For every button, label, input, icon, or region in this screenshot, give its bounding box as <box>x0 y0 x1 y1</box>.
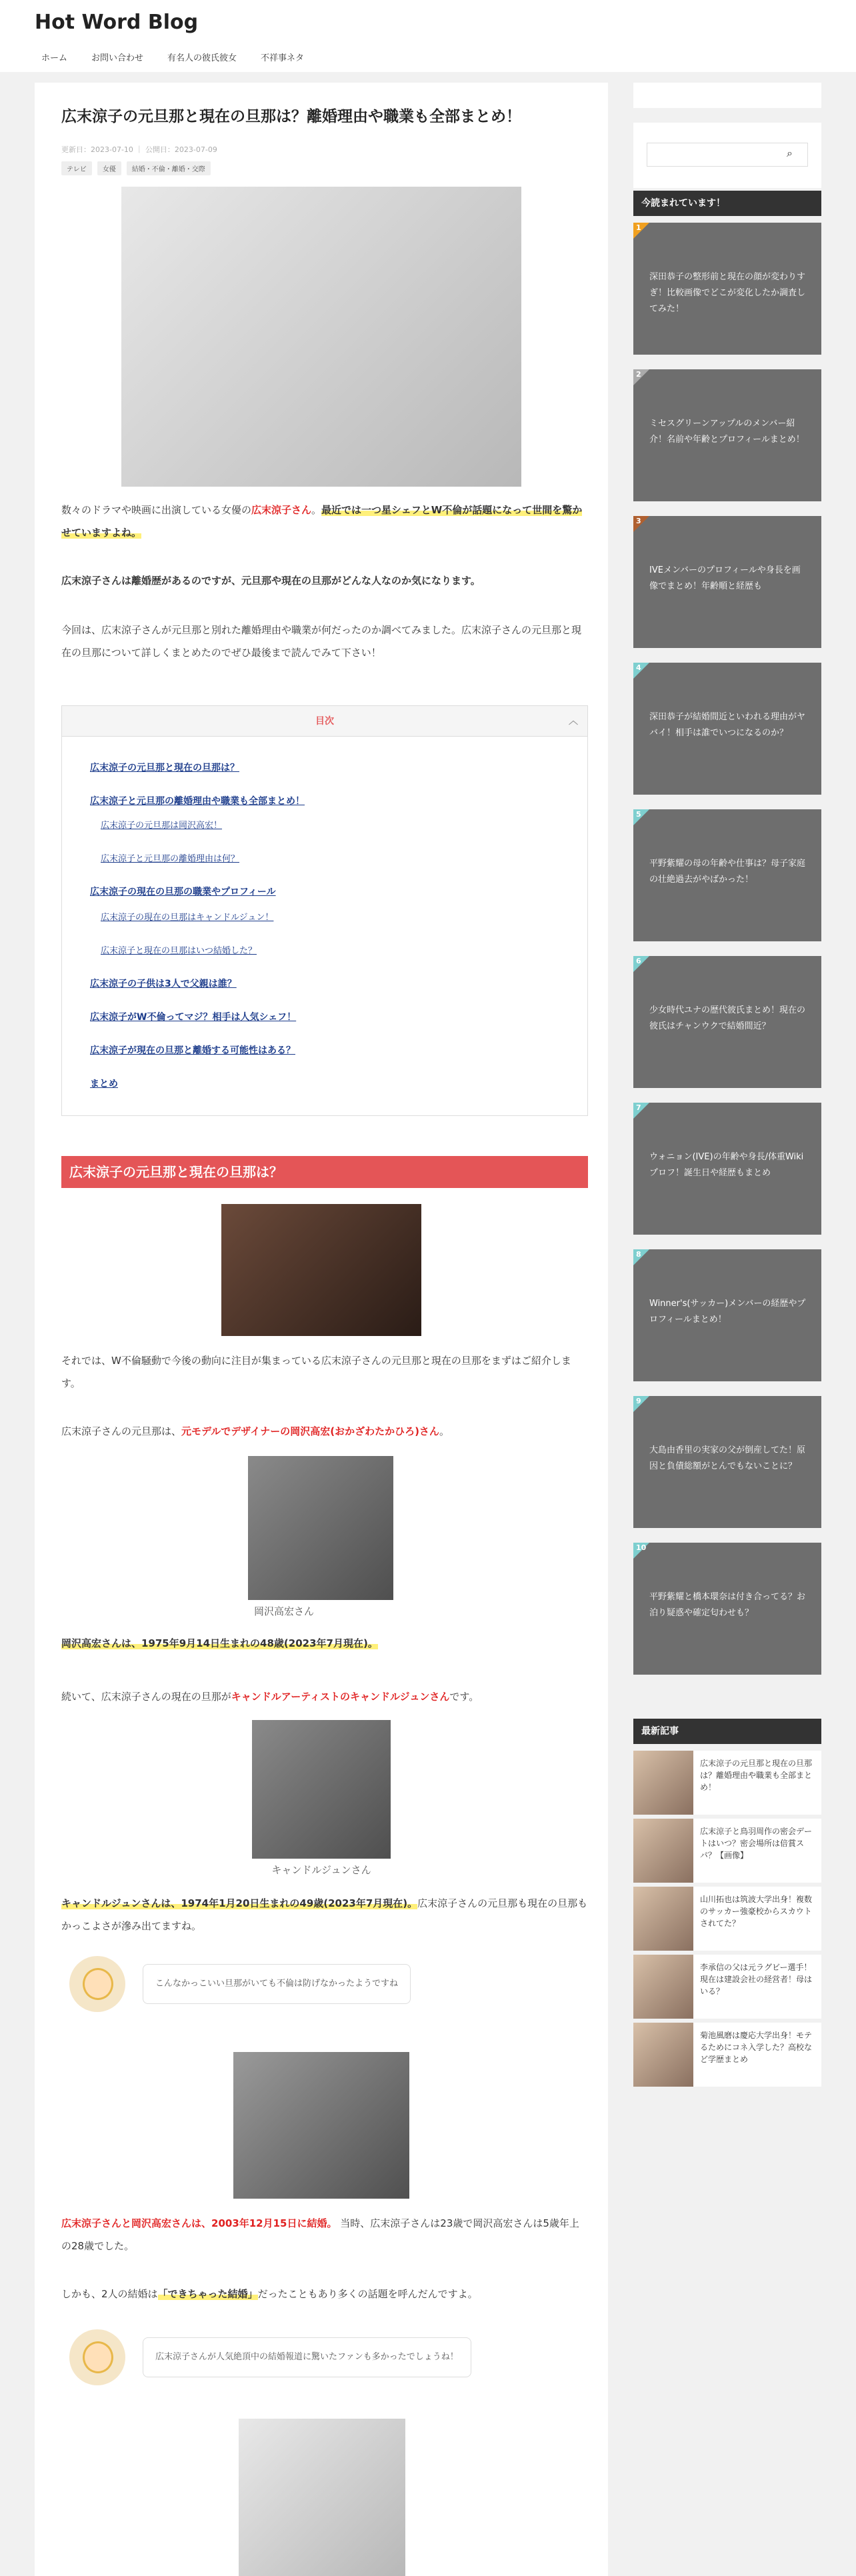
global-nav <box>29 48 316 66</box>
recent-article[interactable] <box>633 1819 821 1883</box>
ranking-number: 3 <box>636 517 641 525</box>
ranking-number: 10 <box>636 1543 647 1552</box>
image-caption: キャンドルジュンさん <box>271 1864 371 1876</box>
ranking-item[interactable] <box>633 516 821 648</box>
ranking-title[interactable]: IVEメンバーのプロフィールや身長を画像でまとめ！年齢順と経歴も <box>649 565 801 591</box>
ranking-number: 7 <box>636 1103 641 1112</box>
tag-marriage[interactable]: 結婚・不倫・離婚・交際 <box>127 161 211 175</box>
intro-paragraph-3: 今回は、広末涼子さんが元旦那と別れた離婚理由や職業が何だったのか調べてみました。広末涼子さんの元旦那と現在の旦那について詳しくまとめたのでぜひ最後まで読んでみて下さい！ <box>61 624 582 659</box>
toc-item[interactable]: 広末涼子と元旦那の離婚理由は何？ <box>101 854 240 864</box>
tag-actress[interactable]: 女優 <box>97 161 121 175</box>
recent-title: 最新記事 <box>633 1719 821 1744</box>
ranking-number: 6 <box>636 957 641 965</box>
article-tags <box>61 161 211 175</box>
recent-thumbnail[interactable] <box>633 1819 693 1883</box>
ranking-number: 9 <box>636 1397 641 1405</box>
paragraph: キャンドルジュンさんは、1974年1月20日生まれの49歳(2023年7月現在)。広末涼子さんの元旦那も現在の旦那もかっこよさが滲み出てますね。 <box>61 1897 588 1932</box>
ranking-number: 4 <box>636 663 641 672</box>
ranking-item[interactable] <box>633 1543 821 1675</box>
image-okazawa <box>248 1456 393 1600</box>
image-caption: 岡沢高宏さん <box>253 1605 314 1617</box>
ranking-title: 今読まれています！ <box>633 191 821 216</box>
recent-thumbnail[interactable] <box>633 1887 693 1951</box>
nav-home[interactable]: ホーム <box>41 53 68 63</box>
ranking-title[interactable]: ミセスグリーンアップルのメンバー紹介！名前や年齢とプロフィールまとめ！ <box>649 419 805 445</box>
ranking-title[interactable]: 深田恭子が結婚間近といわれる理由がヤバイ！相手は誰でいつになるのか？ <box>649 712 806 738</box>
recent-thumbnail[interactable] <box>633 2023 693 2087</box>
tag-tv[interactable]: テレビ <box>61 161 92 175</box>
toc-item[interactable]: 広末涼子が現在の旦那と離婚する可能性はある？ <box>90 1045 295 1056</box>
toc-item[interactable]: 広末涼子がW不倫ってマジ？相手は人気シェフ！ <box>90 1012 297 1023</box>
article-dates: 更新日：2023-07-10 ｜ 公開日：2023-07-09 <box>61 145 217 154</box>
paragraph: しかも、2人の結婚は「できちゃった結婚」だったこともあり多くの話題を呼んだんですよ。 <box>61 2288 478 2300</box>
recent-article[interactable] <box>633 2023 821 2087</box>
recent-title[interactable]: 広末涼子の元旦那と現在の旦那は？離婚理由や職業も全部まとめ！ <box>700 1759 813 1792</box>
ranking-title[interactable]: 深田恭子の整形前と現在の顔が変わりすぎ！比較画像でどこが変化したか調査してみた！ <box>649 272 806 314</box>
ranking-number: 5 <box>636 810 641 819</box>
ranking-title[interactable]: 平野紫耀の母の年齢や仕事は？母子家庭の壮絶過去がやばかった！ <box>649 859 806 885</box>
recent-article[interactable] <box>633 1887 821 1951</box>
paragraph: 岡沢高宏さんは、1975年9月14日生まれの48歳(2023年7月現在)。 <box>61 1637 378 1649</box>
recent-article[interactable] <box>633 1955 821 2019</box>
ranking-item[interactable] <box>633 1249 821 1381</box>
recent-article[interactable] <box>633 1751 821 1815</box>
article-title: 広末涼子の元旦那と現在の旦那は？離婚理由や職業も全部まとめ！ <box>61 108 521 125</box>
table-of-contents <box>61 705 588 1116</box>
paragraph: 広末涼子さんと岡沢高宏さんは、2003年12月15日に結婚。 当時、広末涼子さんは23歳で岡沢高宏さんは5歳年上の28歳でした。 <box>61 2217 579 2252</box>
speaker-avatar-icon <box>69 1956 125 2012</box>
ranking-title[interactable]: 少女時代ユナの歴代彼氏まとめ！現在の彼氏はチャンウクで結婚間近？ <box>649 1005 806 1031</box>
nav-celebrity[interactable]: 有名人の彼氏彼女 <box>167 53 237 63</box>
toc-header[interactable] <box>62 706 587 737</box>
ranking-title[interactable]: 平野紫耀と橋本環奈は付き合ってる？お泊り疑惑や確定匂わせも？ <box>649 1592 806 1618</box>
site-logo[interactable]: Hot Word Blog <box>35 11 199 34</box>
intro-paragraph-2: 広末涼子さんは離婚歴があるのですが、元旦那や現在の旦那がどんな人なのか気になります。 <box>61 575 481 587</box>
intro-paragraph-1: 数々のドラマや映画に出演している女優の広末涼子さん。最近では一つ星シェフとW不倫が話題になって世間を驚かせていますよね。 <box>61 504 583 539</box>
ranking-item[interactable] <box>633 1396 821 1528</box>
toc-title: 目次 <box>315 716 334 727</box>
speech-bubble: 広末涼子さんが人気絶頂中の結婚報道に驚いたファンも多かったでしょうね！ <box>143 2337 471 2377</box>
toc-item[interactable]: 広末涼子と現在の旦那はいつ結婚した？ <box>101 946 257 956</box>
ranking-item[interactable] <box>633 956 821 1088</box>
ranking-title[interactable]: ウォニョン(IVE)の年齢や身長/体重Wikiプロフ！誕生日や経歴もまとめ <box>649 1152 804 1178</box>
main-article <box>35 83 608 2576</box>
recent-thumbnail[interactable] <box>633 1955 693 2019</box>
section-image-hirosue <box>221 1204 421 1336</box>
toc-item[interactable]: 広末涼子の元旦那と現在の旦那は？ <box>90 763 239 773</box>
ranking-item[interactable] <box>633 1103 821 1235</box>
published-date: 公開日：2023-07-09 <box>145 145 217 154</box>
site-header <box>0 0 856 72</box>
paragraph: 広末涼子さんの元旦那は、元モデルでデザイナーの岡沢高宏(おかざわたかひろ)さん。 <box>61 1425 449 1437</box>
ranking-number: 2 <box>636 370 641 379</box>
ranking-number: 8 <box>636 1250 641 1259</box>
image-bottom <box>239 2419 405 2576</box>
ranking-item[interactable] <box>633 223 821 355</box>
search-widget <box>633 123 821 188</box>
ranking-item[interactable] <box>633 369 821 501</box>
ranking-number: 1 <box>636 223 641 232</box>
speaker-avatar-icon <box>69 2329 125 2385</box>
speech-bubble: こんなかっこいい旦那がいても不倫は防げなかったようですね <box>143 1964 411 2004</box>
nav-contact[interactable]: お問い合わせ <box>91 53 144 63</box>
toc-item[interactable]: まとめ <box>90 1079 118 1089</box>
toc-item[interactable]: 広末涼子の元旦那は岡沢高宏！ <box>101 821 223 831</box>
hero-image <box>121 187 521 487</box>
image-candle-jun <box>252 1720 391 1859</box>
recent-title[interactable]: 李承信の父は元ラグビー選手！現在は建設会社の経営者！母はいる？ <box>700 1963 813 1996</box>
toc-item[interactable]: 広末涼子の現在の旦那の職業やプロフィール <box>90 887 276 897</box>
ranking-item[interactable] <box>633 809 821 941</box>
ranking-title[interactable]: Winner's(サッカー)メンバーの経歴やプロフィールまとめ！ <box>649 1299 806 1325</box>
recent-title[interactable]: 山川拓也は筑波大学出身！複数のサッカー強豪校からスカウトされてた？ <box>700 1895 813 1928</box>
search-icon[interactable]: ⌕ <box>787 147 793 159</box>
updated-date: 更新日：2023-07-10 <box>61 145 133 154</box>
toc-item[interactable]: 広末涼子の現在の旦那はキャンドルジュン！ <box>101 913 274 923</box>
toc-item[interactable]: 広末涼子の子供は3人で父親は誰？ <box>90 979 237 989</box>
toc-item[interactable]: 広末涼子と元旦那の離婚理由や職業も全部まとめ！ <box>90 796 305 807</box>
paragraph: それでは、W不倫騒動で今後の動向に注目が集まっている広末涼子さんの元旦那と現在の旦那をまずはご紹介します。 <box>61 1355 571 1389</box>
ranking-title[interactable]: 大島由香里の実家の父が倒産してた！原因と負債総額がとんでもないことに？ <box>649 1445 806 1471</box>
chevron-up-icon[interactable]: ︿ <box>569 716 578 727</box>
paragraph: 続いて、広末涼子さんの現在の旦那がキャンドルアーティストのキャンドルジュンさんです。 <box>61 1691 479 1703</box>
sidebar-blank-widget <box>633 83 821 108</box>
recent-title[interactable]: 菊池風磨は慶応大学出身！モテるためにコネ入学した？高校など学歴まとめ <box>700 2031 813 2064</box>
recent-title[interactable]: 広末涼子と鳥羽周作の密会デートはいつ？密会場所は倍賞スパ？【画像】 <box>700 1827 813 1860</box>
image-wedding <box>233 2052 409 2199</box>
section-heading: 広末涼子の元旦那と現在の旦那は？ <box>61 1156 588 1188</box>
search-input[interactable] <box>647 143 808 167</box>
ranking-item[interactable] <box>633 663 821 795</box>
recent-thumbnail[interactable] <box>633 1751 693 1815</box>
nav-scandal[interactable]: 不祥事ネタ <box>261 53 305 63</box>
